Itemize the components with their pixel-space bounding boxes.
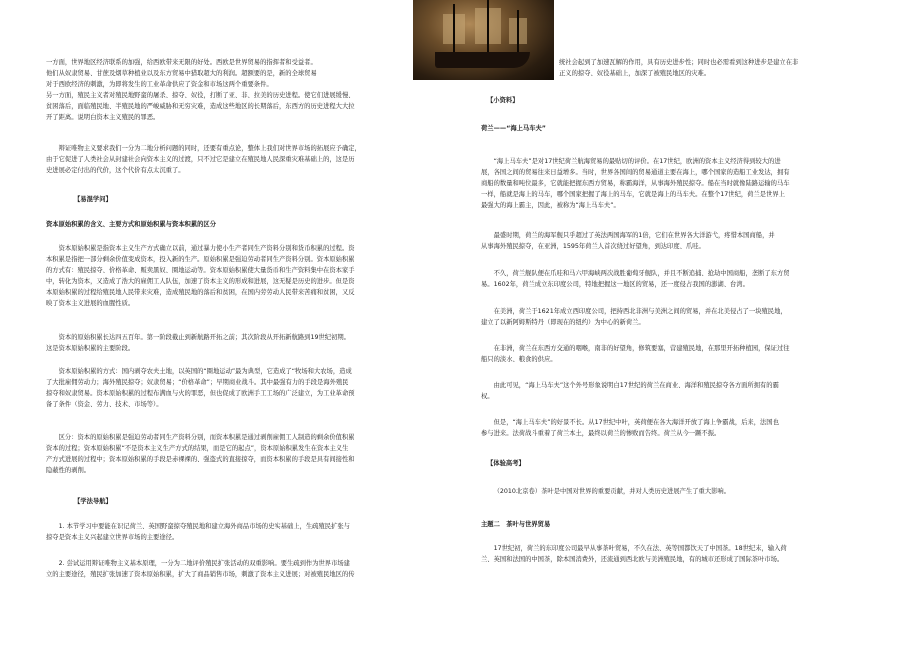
info-p2-line-2: 从事海外殖民掠夺，在亚洲，1595年荷兰人首次绕过好望角，到达印度、爪哇。 [481, 243, 705, 250]
exam-heading: 【体验高考】 [487, 460, 525, 467]
topic-line-1: 17世纪初，荷兰的东印度公司最早从事茶叶贸易，不久在法、英等国都饮天了中国茶。18世纪末，输入荷 [493, 545, 787, 552]
info-paragraph-1 [481, 156, 883, 211]
info-p1-line-4: 一样，船就是海上的马车，哪个国家把握了海上的马车，它就是海上的马车夫。在整个17世纪，荷兰是世界上 [481, 191, 785, 198]
confusion-p1-line-4: 中，转化为资本，又造成了浩大的雇佣工人队伍，加速了资本主义的形成和进展，这无疑是历史的进步。但是资 [46, 278, 355, 285]
confusion-p1-line-1: 资本原始积累是指资本主义生产方式确立以前，通过暴力使小生产者同生产资料分别和货币积累的过程。资 [58, 245, 355, 252]
info-p3-line-1: 不久，荷兰舰队便在爪哇和马六甲海峡两次战胜葡萄牙舰队，并且不断追捕、抢劫中国商船，垄断了东方贸 [493, 270, 790, 277]
intro-line-4: 另一方面，殖民主义者对殖民地野蛮的屠杀、掠夺、奴役，打断了亚、非、拉美的历史进程。使它们进展缓慢、 [46, 92, 355, 99]
exam-line: （2010北京卷）茶叶是中国对世界的重要贡献，并对人类历史进展产生了重大影响。 [493, 488, 731, 495]
confusion-p3-line-1: 资本原始积累的方式：国内剥夺农夫土地，以英国的“圈地运动”最为典型，它造成了“牧场和大农场，造成 [58, 368, 352, 375]
confusion-p2-line-1: 资本的原始积累长达四五百年。第一阶段截止到新航路开拓之前；其次阶段从开拓新航路到19世纪初期。 [58, 334, 350, 341]
confusion-p1-line-5: 本原始积累的过程给殖民地人民带来灾难，造成殖民地的落后和贫困，在国内劳劳动人民带来苦痛和贫困，又反 [46, 289, 355, 296]
info-p2-line-1: 最盛时期，荷兰的海军舰只乎超过了英法两国海军的1倍，它们在世界各大洋游弋，疼惜本国商船，并 [493, 232, 775, 239]
confusion-paragraph-4 [46, 432, 463, 476]
confusion-p2-line-2: 这是资本原始积累的主要阶段。 [46, 345, 135, 352]
method-p1-line-2: 掠夺是资本主义兴起建立世界市场的主要途径。 [46, 534, 179, 541]
summary-line-2: 由于它促进了人类社会从封建社会向资本主义的过渡，只不过它是建立在殖民地人民深重灾难基础上的，这是历 [46, 156, 355, 163]
confusion-p4-line-1: 区分：资本的原始积累是强迫劳动者同生产资料分别，而资本积累是通过剥削雇佣工人制造的剩余价值积累 [58, 434, 355, 441]
intro-line-6: 开了距离。说明白资本主义殖民的罪恶。 [46, 114, 160, 121]
info-paragraph-3 [481, 268, 883, 290]
confusion-p3-line-2: 了大批雇佣劳动力；海外殖民掠夺；奴隶贸易；“价格革命”；早期商业战斗。其中最强有力的手段是海外殖民 [46, 379, 349, 386]
continuation-line-2: 正义的掠夺、奴役基础上，加深了被殖民地区的灾难。 [559, 70, 711, 77]
confusion-paragraph-2 [46, 332, 463, 354]
summary-line-3: 史进展必定付出的代价，这个代价有点太沉重了。 [46, 167, 185, 174]
info-p5-line-1: 在非洲，荷兰在东西方交通的咽喉，南非的好望角，修筑要塞，营建殖民地，在那里开拓种植园，保证过往 [493, 345, 790, 352]
method-p2-line-2: 立的主要途径，殖民扩张加速了资本原始积累，扩大了商品销售市场，刺激了资本主义进展；对被殖民地区的传 [46, 571, 355, 578]
intro-section [46, 57, 463, 123]
info-p7-line-1: 但是，“海上马车夫”的好景不长。从17世纪中叶，英荷便在各大海洋开放了海上争霸战，后来，法国也 [493, 419, 779, 426]
method-p1-line-1: 1. 本节学习中要能在识记荷兰、英国野蛮掠夺殖民地和建立海外商品市场的史实基础上，生疏殖民扩张与 [58, 523, 350, 530]
confusion-p4-line-4: 隐蔽性的剥削。 [46, 467, 91, 474]
intro-line-1: 一方面，世界地区经济联系的加强，给西欧带来无限的好处。西欧是世界贸易的指挥者和受益者。 [46, 59, 317, 66]
info-paragraph-7 [481, 417, 883, 439]
info-p6-line-2: 权。 [481, 393, 494, 400]
info-p6-line-1: 由此可见，“海上马车夫”这个外号形象说明白17世纪的荷兰在商业、海洋和殖民掠夺各方面所拥有的霸 [493, 382, 779, 389]
info-paragraph-2 [481, 230, 883, 252]
confusion-p1-line-2: 本积累是指把一部分剩余价值变成资本，投入新的生产。原始积累是强迫劳动者同生产资料分别。资本原始积累 [46, 256, 355, 263]
confusion-p3-line-4: 备了条件（资金、劳力、技术、市场等）。 [46, 401, 163, 408]
info-p1-line-3: 商船的数量和吨位最多，它就能把握东西方贸易，称霸海洋，从事海外殖民掠夺。船在当时就像陆路运输的马车 [481, 180, 790, 187]
method-p2-line-1: 2. 尝试运用辩证唯物主义基本原理，一分为二地评价殖民扩张活动的双重影响。要生疏到作为世界市场建 [58, 560, 350, 567]
info-p7-line-2: 参与进来。法荷战斗重着了荷兰本土，最终以荷兰的惨败而告终。荷兰从今一蹶不振。 [481, 430, 721, 437]
topic-title: 主题二 茶叶与世界贸易 [481, 521, 551, 528]
info-p1-line-1: “海上马车夫”是对17世纪荷兰航海贸易的最贴切的评价。在17世纪，欧洲的资本主义经济得到较大的进 [493, 158, 781, 165]
topic-paragraph [481, 543, 883, 565]
confusion-p3-line-3: 掠夺和奴隶贸易。资本原始积累的过程布满血与火的罪恶，但也促成了欧洲手工工场的广泛建立，为工业革命预 [46, 390, 355, 397]
confusion-heading: 【易混学问】 [74, 196, 112, 203]
confusion-p1-line-6: 映了资本主义进展的血腥性质。 [46, 300, 135, 307]
summary-line-1: 辩证唯物主义要求我们一分为二地分析问题的同时，还要有重点论，整体上我们对世界市场的拓展应予确定， [58, 145, 361, 152]
info-p1-line-2: 展，各国之间的贸易往来日益增多。当时，世界各国间的贸易通道主要在海上，哪个国家的造船工业发达，拥有 [481, 169, 790, 176]
confusion-paragraph-3 [46, 366, 463, 410]
info-p3-line-2: 易。1602年，荷兰成立东印度公司，特地把握这一地区的贸易，还一度侵占我国的澎湖、台湾。 [481, 281, 749, 288]
info-title: 荷兰——“海上马车夫” [481, 125, 546, 132]
confusion-p4-line-2: 资本的过程；资本原始积累“不是资本主义生产方式的结果，而是它的起点”，资本原始积累发生在资本主义生 [46, 445, 349, 452]
topic-line-2: 兰、英国和法国的中国茶，除本国消费外，还流通到西北欧与美洲殖民地，有的城市还形成了国际茶叶市场。 [481, 556, 784, 563]
method-paragraph-1 [46, 521, 463, 543]
method-paragraph-2 [46, 558, 463, 580]
info-p5-line-2: 船只的淡水、粮食的供应。 [481, 356, 557, 363]
confusion-title: 资本原始积累的含义、主要方式和原始积累与资本积累的区分 [46, 221, 217, 228]
confusion-paragraph-1 [46, 243, 463, 309]
method-heading: 【学法导航】 [74, 498, 112, 505]
confusion-p1-line-3: 的方式有：殖民掠夺、价格革命、贩卖黑奴、圈地运动等。资本原始积累使大量货币和生产资料集中在资本家手 [46, 267, 355, 274]
info-paragraph-5 [481, 343, 883, 365]
confusion-p4-line-3: 产方式进展的过程中；资本原始积累的手段是赤裸裸的、强盗式的直接掠夺，而资本积累的手段是具有间接性和 [46, 456, 355, 463]
info-p1-line-5: 最强大的海上霸主，因此，被称为“海上马车夫”。 [481, 202, 620, 209]
intro-line-5: 贫困落后，面临殖民地、半殖民地的严峻威胁和无穷灾难，造成这些地区的长期落后，东西方的历史进程大大拉 [46, 103, 355, 110]
exam-paragraph [481, 486, 883, 497]
info-paragraph-6 [481, 380, 883, 402]
continuation-text [559, 57, 883, 79]
intro-line-2: 他们从奴隶贸易、甘蔗及烟草种植业以及东方贸易中猎取超大的利润。超额要的是，新的全球贸易 [46, 70, 317, 77]
info-p4-line-1: 在美洲，荷兰于1621年成立西印度公司，把持西北非洲与美洲之间的贸易，并在北美侵占了一块殖民地， [493, 308, 787, 315]
info-p4-line-2: 建立了以新阿姆斯特丹（即现在的纽约）为中心的新荷兰。 [481, 319, 645, 326]
info-heading: 【小资料】 [487, 97, 519, 104]
intro-line-3: 对于西欧经济的刺激，为即将发生的工业革命供应了资金和市场这两个重要条件。 [46, 81, 273, 88]
summary-paragraph [46, 143, 463, 176]
info-paragraph-4 [481, 306, 883, 328]
continuation-line-1: 统社会起到了加速瓦解的作用，具有历史进步性；同时也必需看到这种进步是建立在非 [559, 59, 799, 66]
